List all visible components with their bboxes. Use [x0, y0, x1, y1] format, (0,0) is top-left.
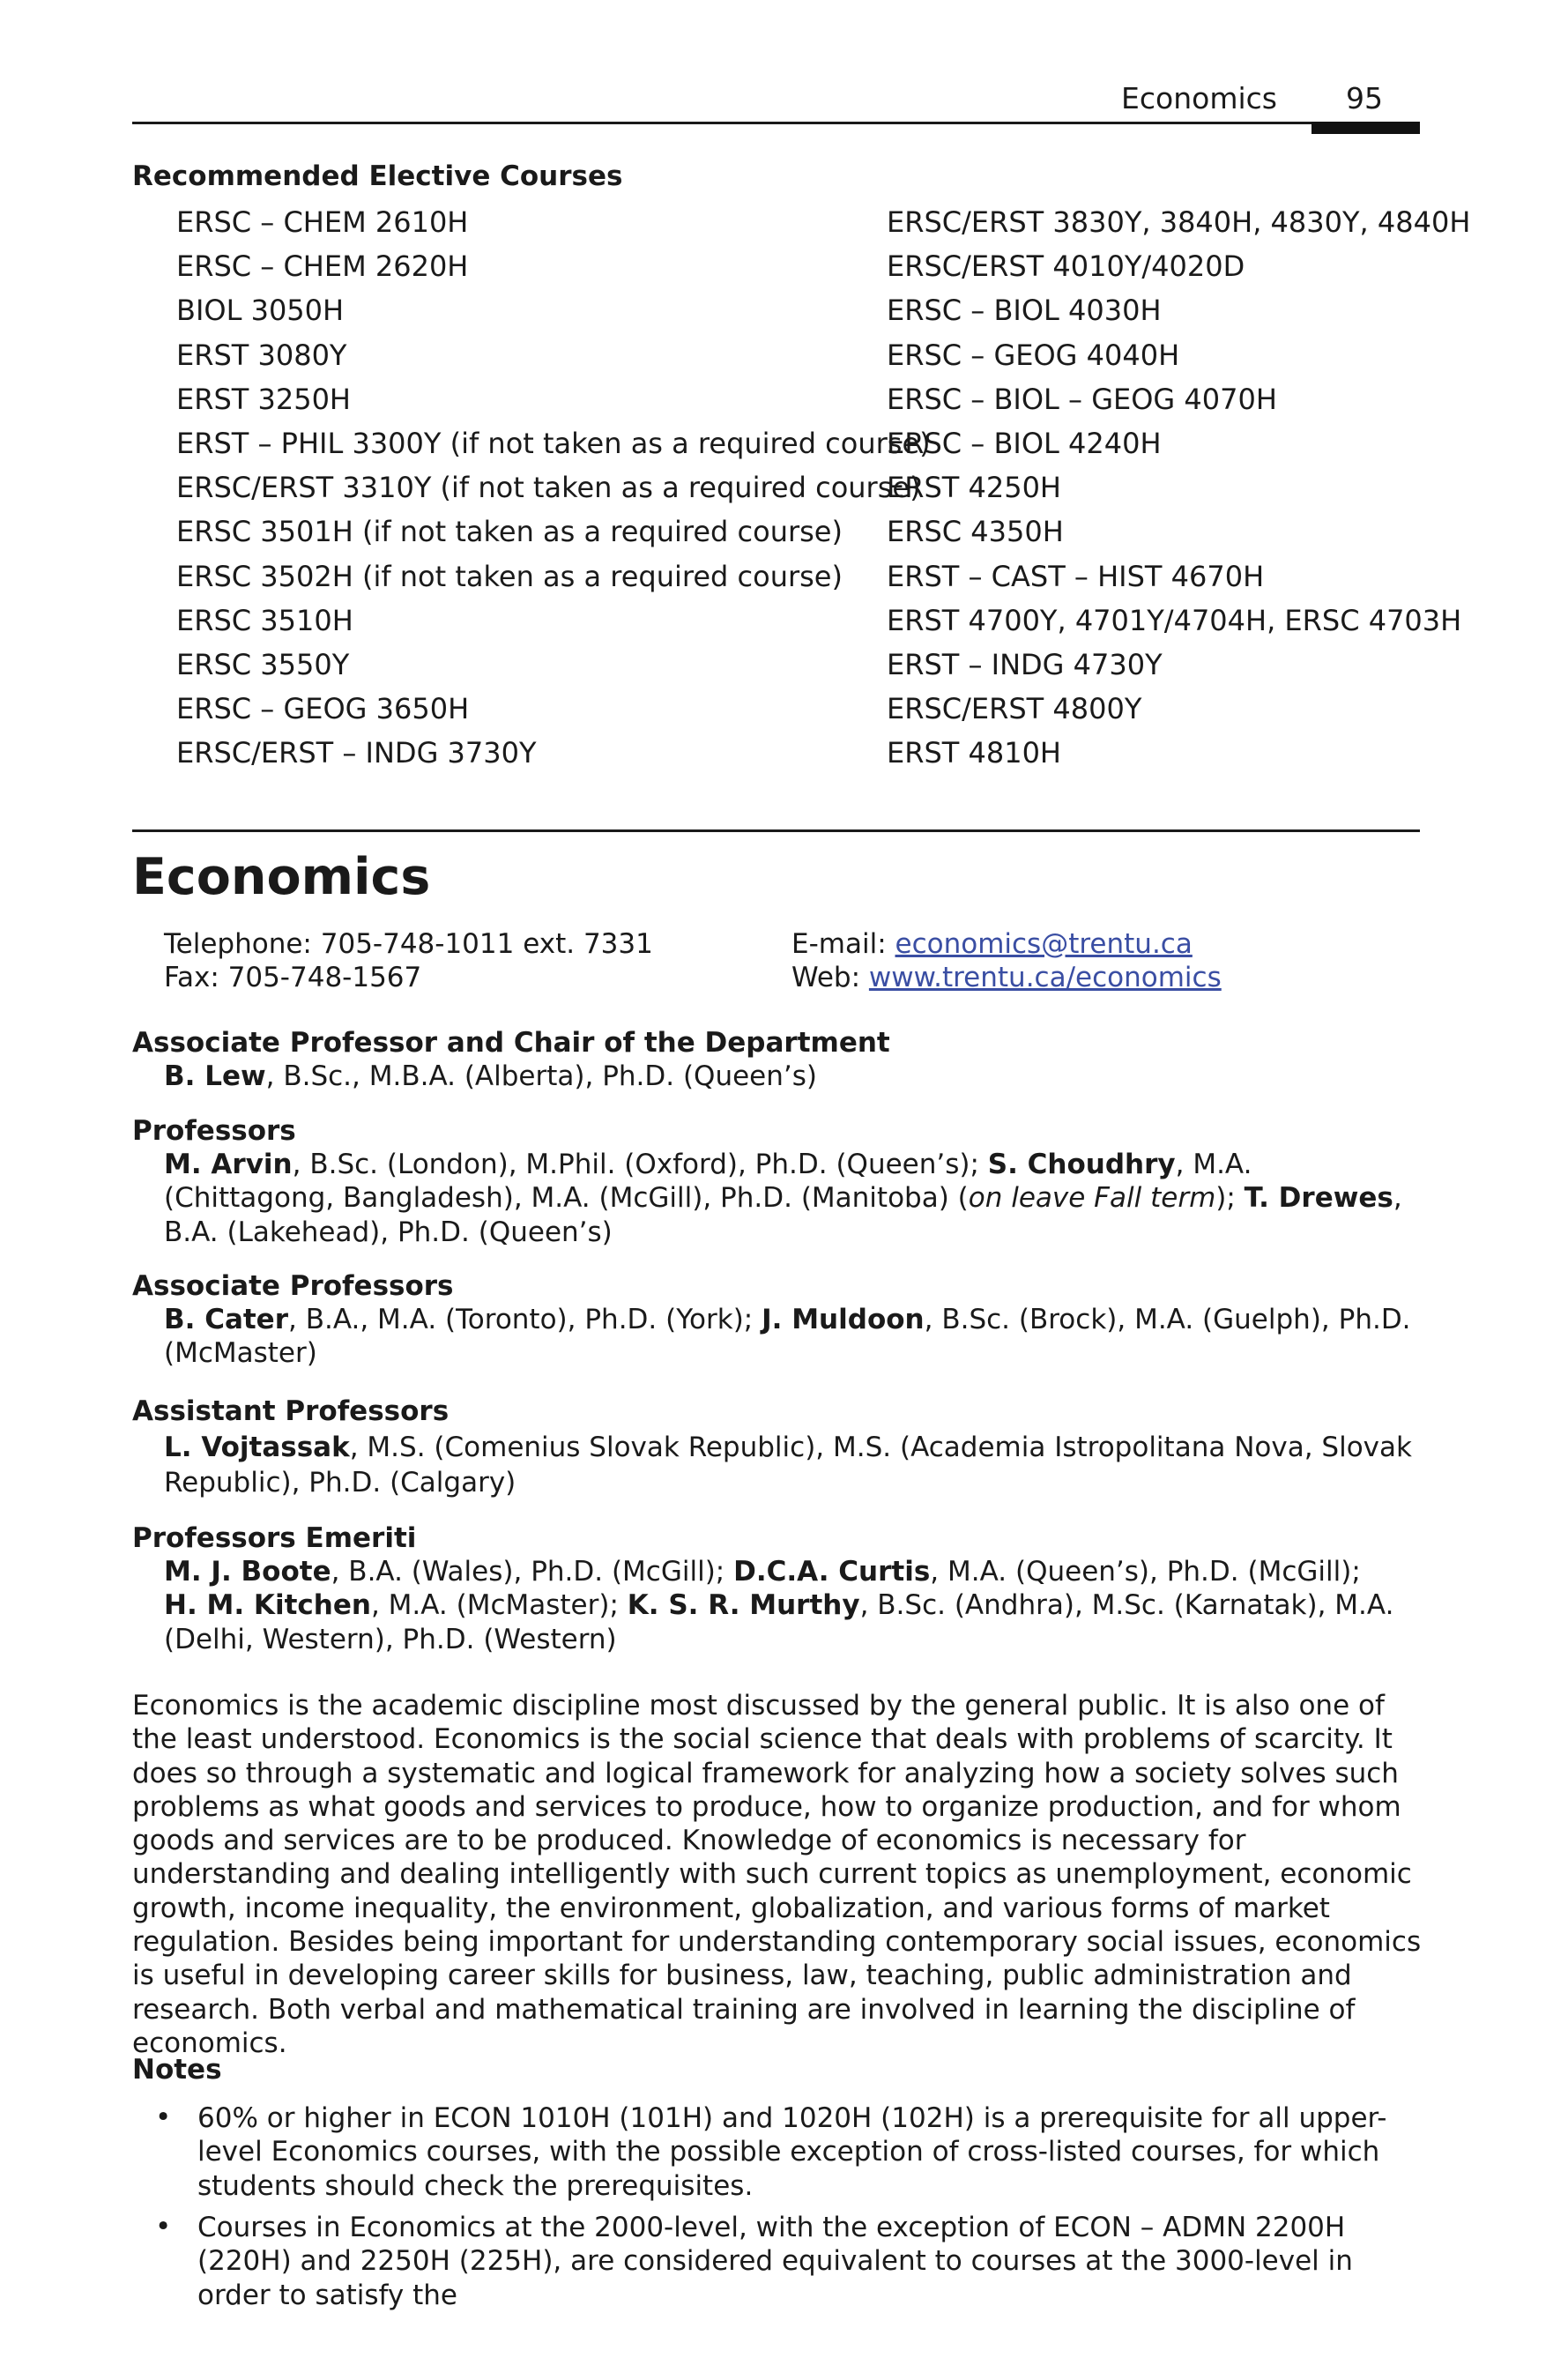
- faculty-credentials: , B.Sc. (Andhra), M.Sc. (Karnatak), M.A. (Delhi, Western), Ph.D. (Western): [164, 1589, 1394, 1655]
- section-rule: [132, 829, 1420, 832]
- electives-left-column: [176, 203, 931, 777]
- professors-entry: [164, 1148, 1416, 1249]
- elective-course: ERSC 3510H: [176, 603, 353, 637]
- elective-course: ERSC – BIOL 4240H: [887, 426, 1162, 460]
- web-line: [791, 961, 1222, 994]
- elective-course: ERSC – BIOL – GEOG 4070H: [887, 382, 1277, 416]
- elective-course: ERSC/ERST 4010Y/4020D: [887, 249, 1245, 284]
- elective-course: ERST – INDG 4730Y: [887, 647, 1163, 681]
- faculty-credentials: , B.Sc., M.B.A. (Alberta), Ph.D. (Queen’s): [265, 1060, 817, 1092]
- elective-course: ERSC 4350H: [887, 515, 1064, 549]
- faculty-credentials: , B.Sc. (London), M.Phil. (Oxford), Ph.D. (Queen’s);: [292, 1149, 988, 1180]
- faculty-credentials: , B.A. (Lakehead), Ph.D. (Queen’s): [164, 1182, 1402, 1248]
- faculty-credentials: , M.A. (McMaster);: [370, 1589, 628, 1622]
- professors-emeriti-heading: Professors Emeriti: [132, 1522, 417, 1554]
- faculty-name: M. Arvin: [164, 1149, 293, 1180]
- faculty-name: M. J. Boote: [164, 1556, 331, 1588]
- fax-label: Fax:: [164, 962, 219, 993]
- electives-right-column: [887, 203, 1470, 777]
- note-item: 60% or higher in ECON 1010H (101H) and 1020H (102H) is a prerequisite for all upper-level Economics courses, with the possible exception of cross-listed courses, for which students should check the prerequisites.: [197, 2102, 1387, 2202]
- faculty-credentials: , B.A. (Wales), Ph.D. (McGill);: [331, 1556, 734, 1588]
- telephone-label: Telephone:: [164, 928, 312, 960]
- elective-course: ERSC 3502H (if not taken as a required course): [176, 559, 843, 593]
- chair-entry: [164, 1060, 1416, 1093]
- faculty-name: B. Lew: [164, 1060, 266, 1092]
- electives-title: Recommended Elective Courses: [132, 160, 623, 192]
- elective-course: ERSC/ERST 4800Y: [887, 692, 1142, 726]
- elective-course: ERST 3250H: [176, 382, 351, 416]
- elective-course: ERST 4700Y, 4701Y/4704H, ERSC 4703H: [887, 603, 1462, 637]
- leave-note: on leave Fall term: [968, 1182, 1216, 1215]
- assistant-professors-entry: [164, 1430, 1416, 1500]
- elective-course: ERSC/ERST – INDG 3730Y: [176, 736, 537, 770]
- notes-heading: Notes: [132, 2054, 222, 2086]
- professors-heading: Professors: [132, 1115, 296, 1147]
- faculty-name: T. Drewes: [1244, 1182, 1393, 1215]
- faculty-credentials: , M.S. (Comenius Slovak Republic), M.S. (Academia Istropolitana Nova, Slovak Republic), Ph.D. (Calgary): [164, 1432, 1412, 1499]
- section-title: Economics: [132, 848, 431, 906]
- elective-course: ERSC – GEOG 4040H: [887, 338, 1180, 372]
- faculty-name: L. Vojtassak: [164, 1432, 350, 1463]
- fax-line: [164, 961, 421, 994]
- elective-course: ERSC – GEOG 3650H: [176, 692, 470, 726]
- bullet-icon: •: [155, 2211, 172, 2242]
- faculty-name: B. Cater: [164, 1304, 288, 1335]
- elective-course: ERSC – BIOL 4030H: [887, 294, 1162, 328]
- header-tab-marker: [1312, 122, 1420, 134]
- running-header: [1014, 81, 1420, 116]
- faculty-credentials: , B.A., M.A. (Toronto), Ph.D. (York);: [288, 1304, 762, 1335]
- elective-course: ERSC – CHEM 2620H: [176, 249, 469, 284]
- professors-emeriti-entry: [164, 1555, 1416, 1656]
- associate-professors-entry: [164, 1303, 1416, 1371]
- faculty-name: J. Muldoon: [762, 1304, 925, 1335]
- note-item: Courses in Economics at the 2000-level, with the exception of ECON – ADMN 2200H (220H) and 2250H (225H), are considered equivalent to courses at the 3000-level in order to satisfy the: [197, 2212, 1353, 2311]
- associate-professors-heading: Associate Professors: [132, 1270, 454, 1302]
- faculty-credentials: );: [1215, 1182, 1245, 1215]
- header-rule: [132, 122, 1420, 124]
- page-number: 95: [1346, 81, 1383, 115]
- bullet-icon: •: [155, 2101, 172, 2133]
- email-label: E-mail:: [791, 928, 887, 960]
- elective-course: ERSC/ERST 3310Y (if not taken as a required course): [176, 471, 921, 505]
- elective-course: ERST – PHIL 3300Y (if not taken as a required course): [176, 426, 931, 460]
- telephone-value: 705-748-1011 ext. 7331: [320, 928, 653, 960]
- email-line: [791, 927, 1193, 961]
- elective-course: ERST 4810H: [887, 736, 1061, 770]
- elective-course: ERSC/ERST 3830Y, 3840H, 4830Y, 4840H: [887, 205, 1471, 239]
- faculty-name: H. M. Kitchen: [164, 1589, 371, 1622]
- elective-course: BIOL 3050H: [176, 294, 345, 328]
- web-link[interactable]: www.trentu.ca/economics: [868, 962, 1222, 993]
- assistant-professors-heading: Assistant Professors: [132, 1395, 450, 1427]
- elective-course: ERST 4250H: [887, 471, 1061, 505]
- faculty-name: K. S. R. Murthy: [627, 1589, 860, 1622]
- faculty-name: S. Choudhry: [987, 1149, 1176, 1180]
- elective-course: ERST 3080Y: [176, 338, 347, 372]
- faculty-credentials: , M.A. (Queen’s), Ph.D. (McGill);: [930, 1556, 1361, 1588]
- telephone-line: [164, 927, 653, 961]
- faculty-credentials: , B.Sc. (Brock), M.A. (Guelph), Ph.D. (McMaster): [164, 1304, 1411, 1370]
- fax-value: 705-748-1567: [227, 962, 422, 993]
- elective-course: ERSC – CHEM 2610H: [176, 205, 469, 239]
- elective-course: ERST – CAST – HIST 4670H: [887, 559, 1265, 593]
- faculty-name: D.C.A. Curtis: [733, 1556, 931, 1588]
- elective-course: ERSC 3550Y: [176, 647, 350, 681]
- email-link[interactable]: economics@trentu.ca: [895, 928, 1193, 960]
- web-label: Web:: [791, 962, 861, 993]
- chair-heading: Associate Professor and Chair of the Department: [132, 1027, 890, 1059]
- running-header-section: Economics: [1121, 81, 1277, 115]
- elective-course: ERSC 3501H (if not taken as a required course): [176, 515, 843, 549]
- program-description: Economics is the academic discipline most discussed by the general public. It is also one of the least understood. Economics is the social science that deals with problems of scarcity. It does so through a systematic and logical framework for analyzing how a society solves such problems as what goods and services to produce, how to organize production, and for whom goods and services are to be produced. Knowledge of economics is necessary for understanding and dealing intelligently with such current topics as unemployment, economic growth, income inequality, the environment, globalization, and various forms of market regulation. Besides being important for understanding contemporary social issues, economics is useful in developing career skills for business, law, teaching, public administration and research. Both verbal and mathematical training are involved in learning the discipline of economics.: [132, 1690, 1422, 2059]
- faculty-credentials: , M.A. (Chittagong, Bangladesh), M.A. (McGill), Ph.D. (Manitoba) (: [164, 1149, 1252, 1215]
